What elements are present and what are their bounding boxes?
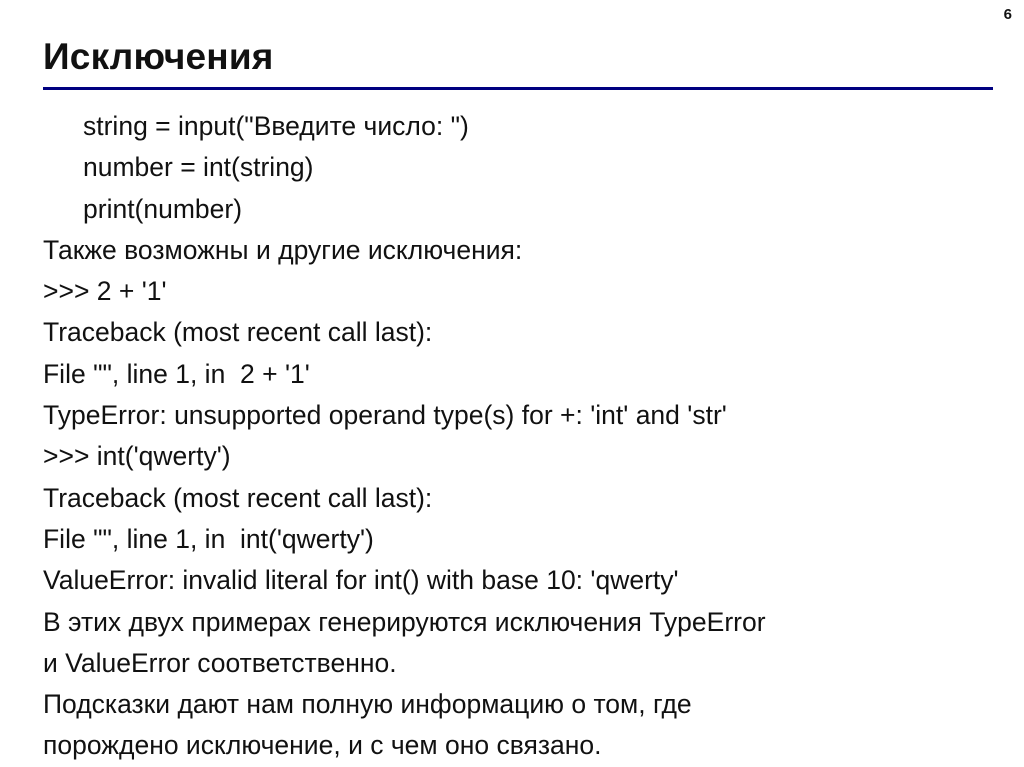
slide-title: Исключения <box>43 36 274 77</box>
text-line: File "", line 1, in int('qwerty') <box>43 523 374 554</box>
text-line: Traceback (most recent call last): <box>43 482 433 513</box>
title-divider <box>43 87 993 90</box>
text-line: и ValueError соответственно. <box>43 647 397 678</box>
text-line: >>> int('qwerty') <box>43 441 231 472</box>
text-line: порождено исключение, и с чем оно связано. <box>43 730 602 761</box>
text-line: ValueError: invalid literal for int() with base 10: 'qwerty' <box>43 565 679 596</box>
code-line: number = int(string) <box>83 152 314 183</box>
code-line: print(number) <box>83 193 243 224</box>
text-line: В этих двух примерах генерируются исключения TypeError <box>43 606 766 637</box>
code-line: string = input("Введите число: ") <box>83 111 469 141</box>
text-line: TypeError: unsupported operand type(s) for +: 'int' and 'str' <box>43 400 727 431</box>
text-line: Подсказки дают нам полную информацию о том, где <box>43 689 692 720</box>
text-line: >>> 2 + '1' <box>43 276 167 307</box>
text-line: Также возможны и другие исключения: <box>43 234 523 265</box>
text-line: File "", line 1, in 2 + '1' <box>43 358 310 389</box>
text-line: Traceback (most recent call last): <box>43 317 433 348</box>
page-number: 6 <box>1003 6 1012 23</box>
slide-content <box>43 106 1003 767</box>
